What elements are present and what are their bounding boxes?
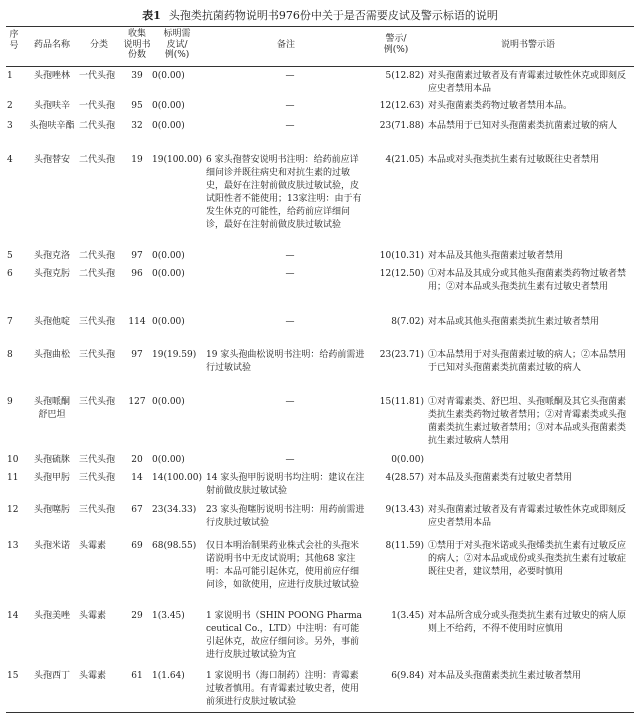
header-line: 份数 <box>127 50 146 60</box>
header-cls <box>78 40 120 51</box>
drug-name-line: 头孢克洛 <box>33 251 70 261</box>
header-line: 收集 <box>127 29 146 39</box>
leaflet-count: 39 <box>131 71 143 81</box>
skin-test-count: 0(0.00) <box>152 269 185 279</box>
drug-name <box>26 120 78 133</box>
leaflet-count: 32 <box>131 121 143 131</box>
drug-name <box>26 454 78 467</box>
drug-name-line: 头孢硫脒 <box>33 455 70 465</box>
leaflet-count: 19 <box>131 155 143 165</box>
row-number: 10 <box>7 455 19 465</box>
note-text: 1 家说明书（SHIN POONG Pharmaceutical Co.，LTD）中注明：有可能引起休克，故应仔细问诊。另外，事前进行皮肤过敏试验为宜 <box>206 611 363 660</box>
drug-name-line: 头孢西丁 <box>33 671 70 681</box>
warning-count: 4(21.05) <box>385 155 424 165</box>
top-rule <box>6 26 634 27</box>
skin-test-count: 0(0.00) <box>152 121 185 131</box>
row-number: 4 <box>7 155 13 165</box>
drug-name-line: 头孢替安 <box>33 155 70 165</box>
warning-text: 对头孢菌素过敏者及有青霉素过敏性休克或即刻反应史者禁用本品 <box>428 505 627 528</box>
header-line: 皮试/ <box>166 39 188 50</box>
drug-name-line: 头孢噻肟 <box>33 505 70 515</box>
header-cnt <box>122 29 152 61</box>
header-note <box>206 40 366 51</box>
header-line: 标明需 <box>163 29 191 39</box>
warning-text: 对本品所含成分或头孢类抗生素有过敏史的病人原则上不给药，不得不使用时应慎用 <box>428 611 627 634</box>
leaflet-count: 96 <box>131 269 143 279</box>
leaflet-count: 69 <box>131 541 143 551</box>
header-text <box>428 40 628 51</box>
drug-class: 二代头孢 <box>79 121 116 131</box>
drug-class: 三代头孢 <box>79 505 116 515</box>
warning-text: 本品禁用于已知对头孢菌素类抗菌素过敏的病人 <box>428 121 618 131</box>
drug-name-line: 头孢呋辛 <box>33 101 70 111</box>
drug-name <box>26 472 78 485</box>
drug-name <box>26 504 78 517</box>
drug-name <box>26 670 78 683</box>
drug-name-line: 头孢克肟 <box>33 269 70 279</box>
header-name <box>24 40 80 51</box>
drug-name <box>26 396 78 422</box>
drug-class: 一代头孢 <box>79 101 116 111</box>
header-no <box>6 30 22 51</box>
row-number: 9 <box>7 397 13 407</box>
drug-name <box>26 70 78 83</box>
header-line: 说明书 <box>123 39 151 50</box>
skin-test-count: 14(100.00) <box>152 473 202 483</box>
drug-name <box>26 316 78 329</box>
skin-test-count: 1(3.45) <box>152 611 185 621</box>
note-text: 19 家头孢曲松说明书注明：给药前需进行过敏试验 <box>206 350 365 373</box>
drug-class: 一代头孢 <box>79 71 116 81</box>
note-dash: — <box>285 251 295 261</box>
skin-test-count: 0(0.00) <box>152 101 185 111</box>
warning-count: 6(9.84) <box>391 671 424 681</box>
note-text: 仅日本明治制果药业株式会社的头孢米诺说明书中无皮试说明；其他68 家注明：本品可能引起休克，使用前应仔细问诊，如欲使用，应进行皮肤过敏试验 <box>206 541 360 590</box>
table-caption <box>0 7 640 23</box>
warning-count: 23(71.88) <box>379 121 424 131</box>
leaflet-count: 29 <box>131 611 143 621</box>
warning-text: 对头孢菌素类药物过敏者禁用本品。 <box>428 101 573 111</box>
drug-name-line: 头孢哌酮 <box>33 397 70 407</box>
warning-text: 对本品及头孢菌素类有过敏史者禁用 <box>428 473 573 483</box>
note-text: 1 家说明书（海口制药）注明：青霉素过敏者慎用。有青霉素过敏史者，使用前须进行皮肤过敏试验 <box>206 671 360 707</box>
skin-test-count: 19(100.00) <box>152 155 202 165</box>
drug-name <box>26 268 78 281</box>
skin-test-count: 0(0.00) <box>152 455 185 465</box>
header-rule <box>6 66 634 67</box>
leaflet-count: 61 <box>131 671 143 681</box>
row-number: 7 <box>7 317 13 327</box>
table-number: 表1 <box>142 9 161 22</box>
row-number: 1 <box>7 71 13 81</box>
row-number: 11 <box>7 473 19 483</box>
drug-class: 三代头孢 <box>79 350 116 360</box>
drug-name-line: 头孢美唑 <box>33 611 70 621</box>
drug-class: 二代头孢 <box>79 269 116 279</box>
header-line: 警示/ <box>385 34 407 44</box>
drug-name-line: 舒巴坦 <box>38 410 66 420</box>
drug-class: 头霉素 <box>79 541 107 551</box>
drug-class: 头霉素 <box>79 611 107 621</box>
note-text: 23 家头孢噻肟说明书注明：用药前需进行皮肤过敏试验 <box>206 505 365 528</box>
leaflet-count: 97 <box>131 350 143 360</box>
warning-count: 9(13.43) <box>385 505 424 515</box>
header-line: 例(%) <box>164 50 190 60</box>
note-text: 14 家头孢甲肟说明书均注明：建议在注射前做皮肤过敏试验 <box>206 473 365 496</box>
skin-test-count: 0(0.00) <box>152 397 185 407</box>
row-number: 5 <box>7 251 13 261</box>
note-dash: — <box>285 269 295 279</box>
warning-text: ①本品禁用于对头孢菌素过敏的病人；②本品禁用于已知对头孢菌素类抗菌素过敏的病人 <box>428 350 627 373</box>
warning-text: 对头孢菌素过敏者及有青霉素过敏性休克或即刻反应史者禁用本品 <box>428 71 627 94</box>
warning-count: 10(10.31) <box>379 251 424 261</box>
header-warn <box>368 34 424 55</box>
skin-test-count: 68(98.55) <box>152 541 197 551</box>
drug-name <box>26 540 78 553</box>
row-number: 2 <box>7 101 13 111</box>
note-dash: — <box>285 317 295 327</box>
note-dash: — <box>285 455 295 465</box>
drug-name-line: 头孢米诺 <box>33 541 70 551</box>
warning-text: ①对本品及其成分或其他头孢菌素类药物过敏者禁用；②对本品或头孢类抗生素有过敏史者禁用 <box>428 269 627 292</box>
note-dash: — <box>285 121 295 131</box>
note-dash: — <box>285 397 295 407</box>
row-number: 12 <box>7 505 19 515</box>
row-number: 13 <box>7 541 19 551</box>
drug-class: 三代头孢 <box>79 397 116 407</box>
skin-test-count: 0(0.00) <box>152 71 185 81</box>
skin-test-count: 23(34.33) <box>152 505 197 515</box>
warning-text: 本品或对头孢类抗生素有过敏既往史者禁用 <box>428 155 600 165</box>
drug-name <box>26 250 78 263</box>
drug-class: 三代头孢 <box>79 455 116 465</box>
row-number: 8 <box>7 350 13 360</box>
warning-count: 12(12.50) <box>379 269 424 279</box>
header-line: 号 <box>9 40 19 51</box>
warning-count: 4(28.57) <box>385 473 424 483</box>
warning-count: 23(23.71) <box>379 350 424 360</box>
leaflet-count: 97 <box>131 251 143 261</box>
drug-class: 二代头孢 <box>79 155 116 165</box>
leaflet-count: 114 <box>128 317 146 327</box>
header-line: 药品名称 <box>33 40 70 50</box>
row-number: 6 <box>7 269 13 279</box>
drug-name <box>26 349 78 362</box>
warning-text: ①禁用于对头孢米诺或头孢烯类抗生素有过敏反应的病人；②对本品或成份或头孢类抗生素有过敏症既往史者，建议禁用，必要时慎用 <box>428 541 627 577</box>
header-line: 例(%) <box>383 44 409 55</box>
skin-test-count: 0(0.00) <box>152 251 185 261</box>
note-text: 6 家头孢替安说明书注明：给药前应详细问诊并既往病史和对抗生素的过敏史，最好在注射前做皮肤过敏试验，皮试阳性者不能使用；13家注明：由于有发生休克的可能性，给药前应详细问诊，最好在注射前做皮肤过敏试验 <box>206 155 362 230</box>
warning-text: 对本品或其他头孢菌素类抗生素过敏者禁用 <box>428 317 600 327</box>
bottom-rule <box>6 712 634 713</box>
header-lab <box>154 29 200 61</box>
drug-name-line: 头孢呋辛酯 <box>29 121 75 131</box>
drug-name-line: 头孢他啶 <box>33 317 70 327</box>
note-dash: — <box>285 71 295 81</box>
drug-class: 三代头孢 <box>79 317 116 327</box>
drug-name <box>26 610 78 623</box>
warning-text: 对本品及头孢菌素类抗生素过敏者禁用 <box>428 671 582 681</box>
row-number: 15 <box>7 671 19 681</box>
leaflet-count: 95 <box>131 101 143 111</box>
skin-test-count: 1(1.64) <box>152 671 185 681</box>
drug-class: 三代头孢 <box>79 473 116 483</box>
warning-text: 对本品及其他头孢菌素过敏者禁用 <box>428 251 564 261</box>
warning-count: 1(3.45) <box>391 611 424 621</box>
warning-text: ①对青霉素类、舒巴坦、头孢哌酮及其它头孢菌素类抗生素类药物过敏者禁用；②对青霉素类或头孢菌素类抗生素过敏者禁用；③对本品或头孢菌素类抗生素过敏病人禁用 <box>428 397 627 446</box>
skin-test-count: 0(0.00) <box>152 317 185 327</box>
warning-count: 8(11.59) <box>385 541 424 551</box>
header-line: 分类 <box>89 40 108 50</box>
drug-name-line: 头孢曲松 <box>33 350 70 360</box>
header-line: 说明书警示语 <box>500 40 555 50</box>
drug-name-line: 头孢甲肟 <box>33 473 70 483</box>
note-dash: — <box>285 101 295 111</box>
drug-name <box>26 100 78 113</box>
warning-count: 8(7.02) <box>391 317 424 327</box>
warning-count: 15(11.81) <box>379 397 424 407</box>
table-title: 头孢类抗菌药物说明书976份中关于是否需要皮试及警示标语的说明 <box>168 9 498 22</box>
warning-count: 0(0.00) <box>391 455 424 465</box>
leaflet-count: 14 <box>131 473 143 483</box>
leaflet-count: 20 <box>131 455 143 465</box>
drug-class: 二代头孢 <box>79 251 116 261</box>
drug-name <box>26 154 78 167</box>
row-number: 14 <box>7 611 19 621</box>
warning-count: 12(12.63) <box>379 101 424 111</box>
leaflet-count: 67 <box>131 505 143 515</box>
drug-name-line: 头孢唑林 <box>33 71 70 81</box>
header-line: 备注 <box>276 40 295 50</box>
leaflet-count: 127 <box>128 397 146 407</box>
header-line: 序 <box>9 30 19 40</box>
skin-test-count: 19(19.59) <box>152 350 197 360</box>
warning-count: 5(12.82) <box>385 71 424 81</box>
row-number: 3 <box>7 121 13 131</box>
drug-class: 头霉素 <box>79 671 107 681</box>
